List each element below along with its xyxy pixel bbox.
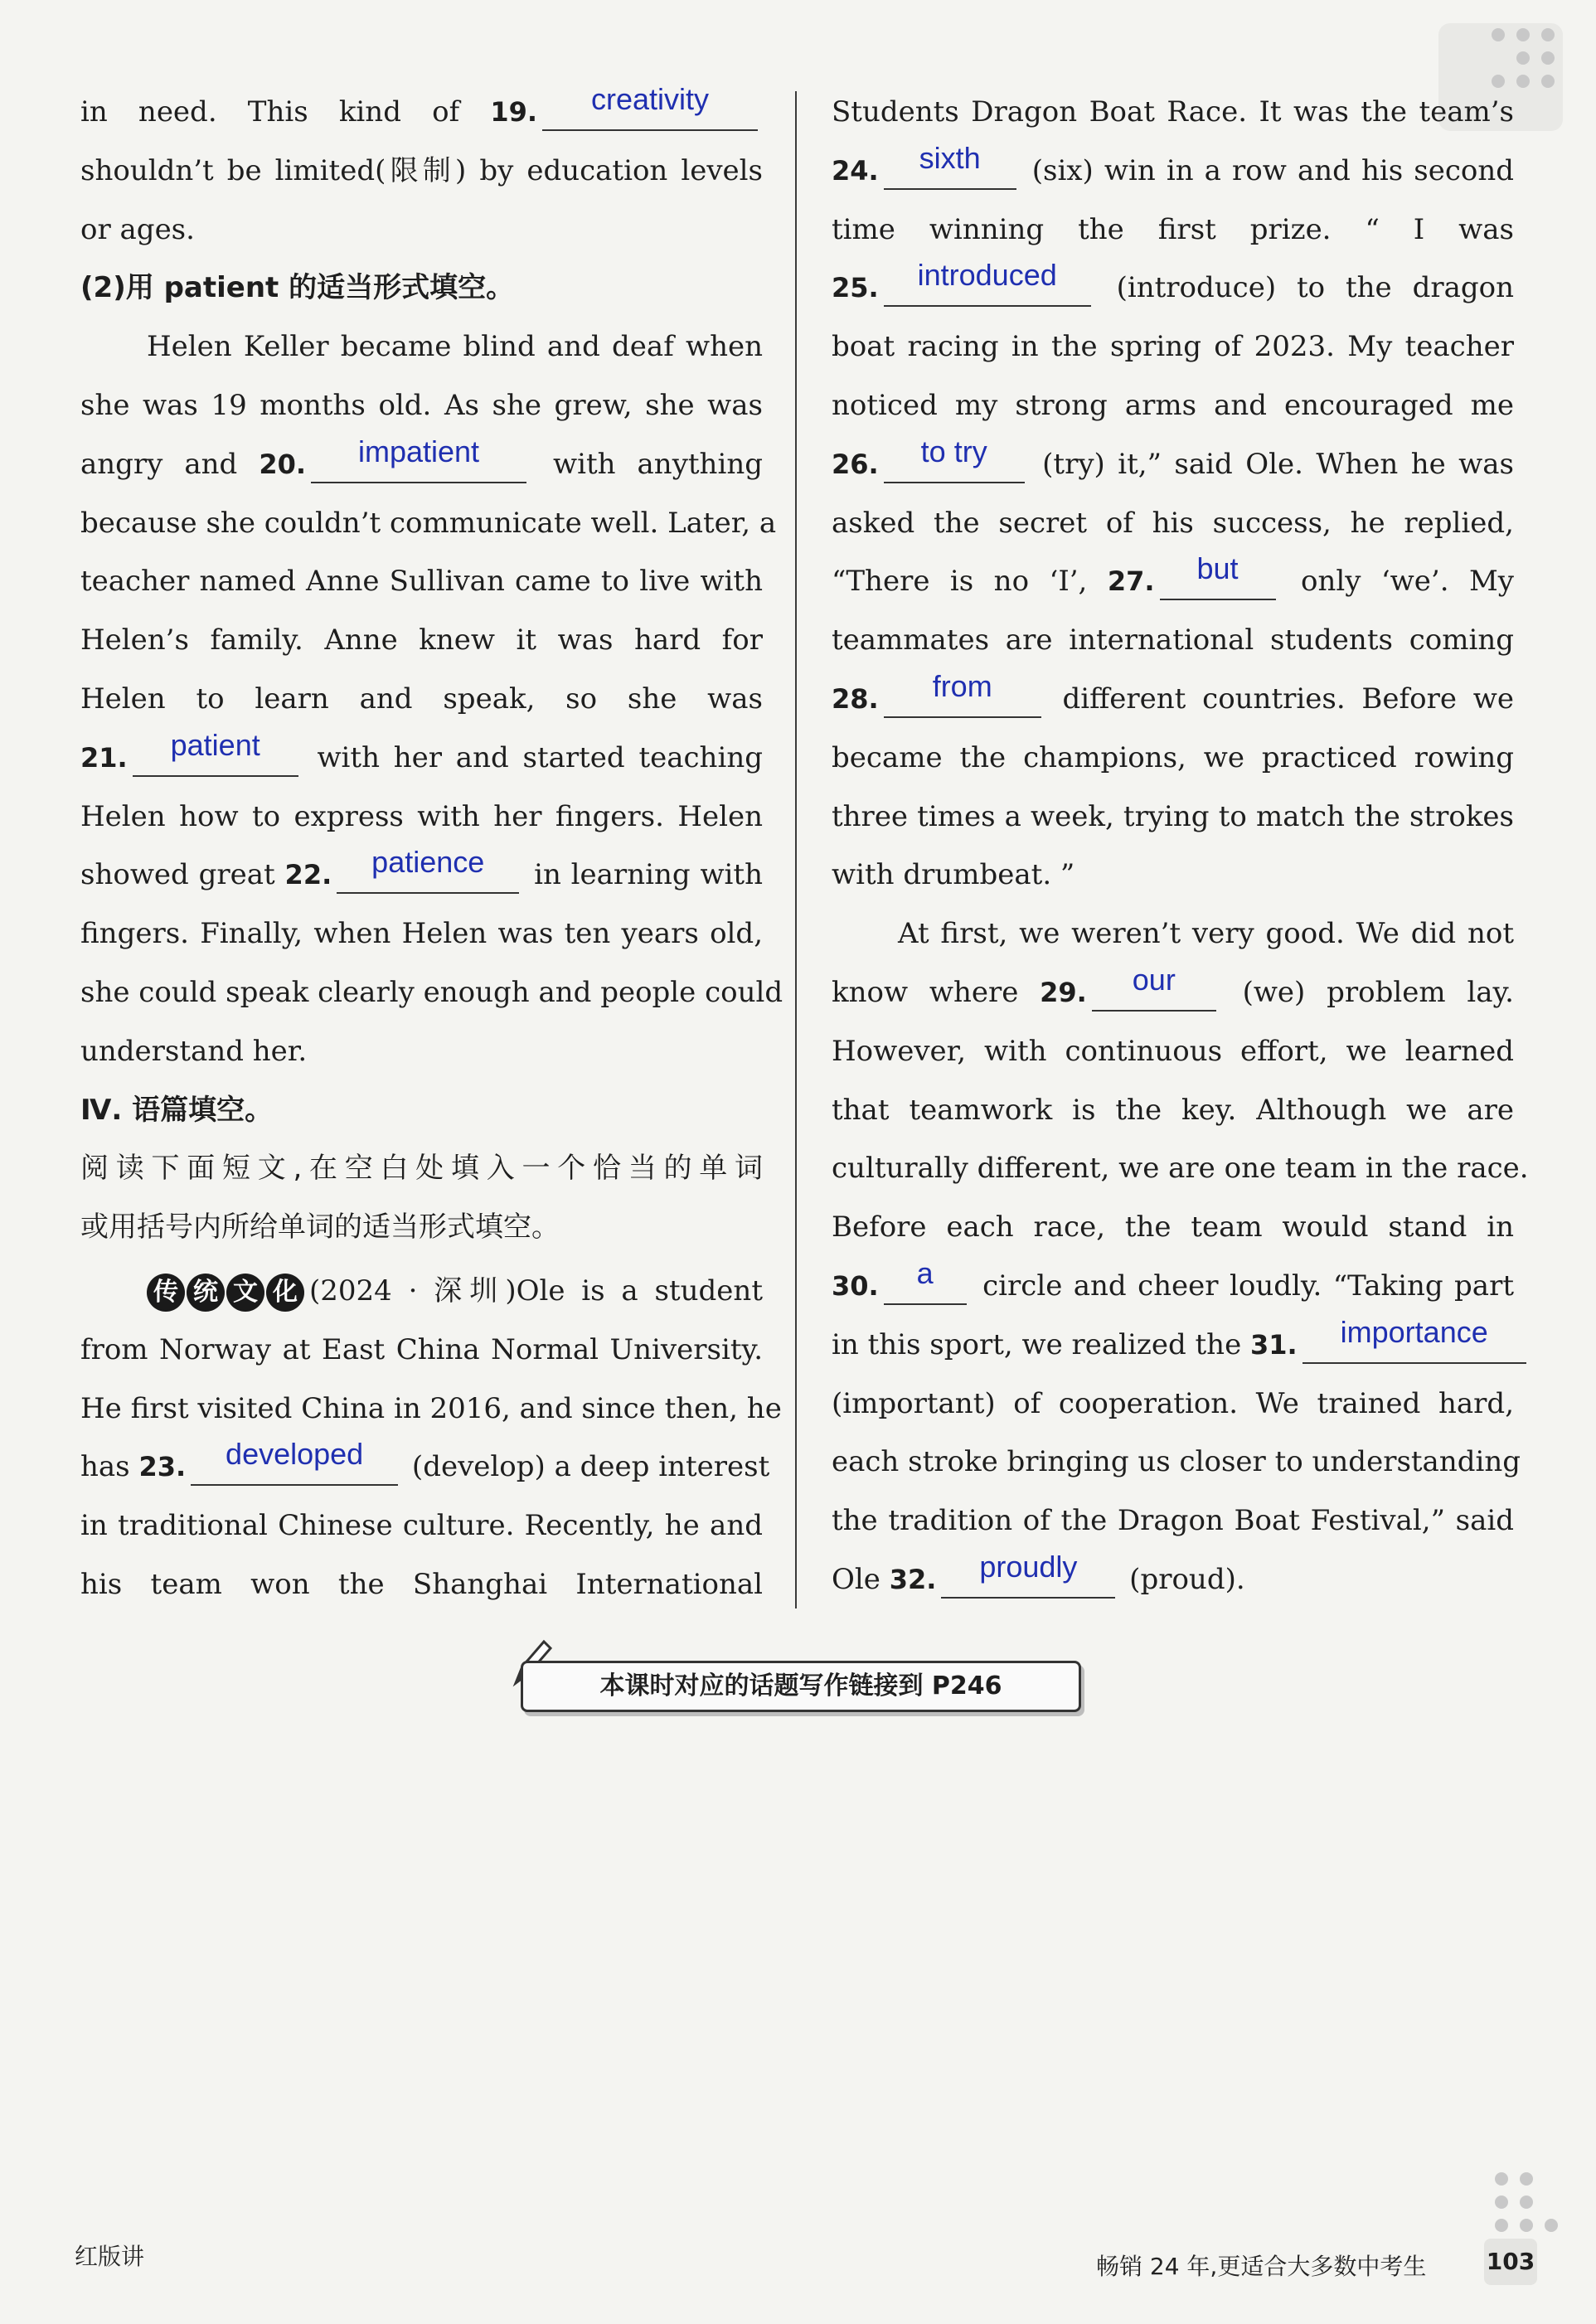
text-line: from Norway at East China Normal University. <box>80 1332 763 1366</box>
text-line: time winning the first prize. “ I was <box>832 212 1514 246</box>
answer-blank: to try <box>884 445 1025 483</box>
text-line: because she couldn’t communicate well. Later, a <box>80 506 777 540</box>
writing-link-box: 本课时对应的话题写作链接到 P246 <box>521 1661 1081 1712</box>
text-line: three times a week, trying to match the strokes <box>832 799 1514 833</box>
answer-blank: sixth <box>884 152 1016 190</box>
text-line: she could speak clearly enough and people could <box>80 975 783 1009</box>
text-line: 24. sixth (six) win in a row and his second <box>832 142 1514 201</box>
text-line: culturally different, we are one team in the race. <box>832 1152 1529 1186</box>
text-line: his team won the Shanghai International <box>80 1567 763 1601</box>
text-line: Before each race, the team would stand in <box>832 1211 1514 1244</box>
text-line: became the champions, we practiced rowing <box>832 740 1514 774</box>
text-line: At first, we weren’t very good. We did not <box>898 917 1514 951</box>
page-number: 103 <box>1484 2239 1537 2285</box>
answer-blank: importance <box>1303 1326 1526 1364</box>
text-line: “There is no ‘I’, 27. but only ‘we’. My <box>832 552 1514 611</box>
answer-blank: from <box>884 680 1041 718</box>
footer-left-text: 红版讲 <box>75 2243 145 2270</box>
text-line: the tradition of the Dragon Boat Festival,” said <box>832 1504 1514 1538</box>
answer-blank: patient <box>133 739 298 777</box>
text-line: asked the secret of his success, he replied, <box>832 506 1514 540</box>
text-line: teammates are international students coming <box>832 623 1514 657</box>
text-line: in traditional Chinese culture. Recently, he and <box>80 1509 763 1543</box>
text-line: 21. patient with her and started teaching <box>80 729 763 788</box>
left-column <box>80 82 783 1614</box>
sub-question-title: (2)用 patient 的适当形式填空。 <box>80 271 515 305</box>
footer-slogan: 畅销 24 年,更适合大多数中考生 <box>1096 2253 1427 2280</box>
text-line: 28. from different countries. Before we <box>832 670 1514 729</box>
answer-blank: our <box>1092 973 1216 1012</box>
text-line: He first visited China in 2016, and since then, he <box>80 1391 782 1425</box>
answer-blank: impatient <box>311 445 526 483</box>
text-line: fingers. Finally, when Helen was ten years old, <box>80 917 763 951</box>
text-line: know where 29. our (we) problem lay. <box>832 963 1514 1022</box>
answer-blank: introduced <box>884 269 1091 307</box>
text-line: 25. introduced (introduce) to the dragon <box>832 259 1514 318</box>
text-line: Helen how to express with her fingers. Helen <box>80 799 763 833</box>
answer-blank: patience <box>337 856 519 894</box>
text-line: Helen’s family. Anne knew it was hard for <box>80 623 763 657</box>
text-line: Helen to learn and speak, so she was <box>80 682 763 716</box>
text-line: showed great 22. patience in learning with <box>80 846 763 905</box>
text-line: in need. This kind of 19. creativity <box>80 83 763 142</box>
text-line: boat racing in the spring of 2023. My teacher <box>832 330 1514 364</box>
answer-blank: a <box>884 1267 967 1305</box>
text-line: that teamwork is the key. Although we are <box>832 1093 1514 1127</box>
traditional-culture-tag: 传 统 文 化 <box>147 1274 304 1312</box>
text-line: (important) of cooperation. We trained hard, <box>832 1386 1514 1420</box>
text-line: in this sport, we realized the 31. importance <box>832 1316 1514 1375</box>
answer-blank: creativity <box>542 93 758 131</box>
text-line: 传 统 文 化 (2024 · 深圳)Ole is a student <box>80 1262 763 1321</box>
dot-pattern-icon <box>1492 28 1556 88</box>
answer-blank: proudly <box>941 1560 1115 1599</box>
dot-pattern-icon <box>1495 2172 1560 2232</box>
section-title: Ⅳ. 语篇填空。 <box>80 1093 274 1127</box>
column-divider <box>795 91 797 1608</box>
answer-blank: developed <box>191 1448 398 1486</box>
right-column <box>832 83 1529 1609</box>
text-line: Ole 32. proudly (proud). <box>832 1550 1514 1609</box>
instruction-line: 或用括号内所给单词的适当形式填空。 <box>80 1211 560 1244</box>
text-line: has 23. developed (develop) a deep interest <box>80 1438 763 1497</box>
text-line: 26. to try (try) it,” said Ole. When he was <box>832 435 1514 494</box>
text-line: teacher named Anne Sullivan came to live with <box>80 565 763 599</box>
answer-blank: but <box>1160 562 1276 600</box>
text-line: noticed my strong arms and encouraged me <box>832 388 1514 422</box>
text-line: or ages. <box>80 212 195 246</box>
text-line: However, with continuous effort, we learned <box>832 1034 1514 1068</box>
text-line: Students Dragon Boat Race. It was the team’s <box>832 95 1514 129</box>
instruction-line: 阅读下面短文,在空白处填入一个恰当的单词 <box>80 1152 763 1186</box>
text-line: 30. a circle and cheer loudly. “Taking part <box>832 1257 1514 1316</box>
text-line: each stroke bringing us closer to understanding <box>832 1445 1521 1479</box>
text-line: she was 19 months old. As she grew, she was <box>80 388 763 422</box>
text-line: Helen Keller became blind and deaf when <box>147 330 763 364</box>
text-line: shouldn’t be limited(限制) by education levels <box>80 153 763 187</box>
text-line: understand her. <box>80 1034 308 1068</box>
text-line: with drumbeat. ” <box>832 858 1075 892</box>
text-line: angry and 20. impatient with anything <box>80 435 763 494</box>
